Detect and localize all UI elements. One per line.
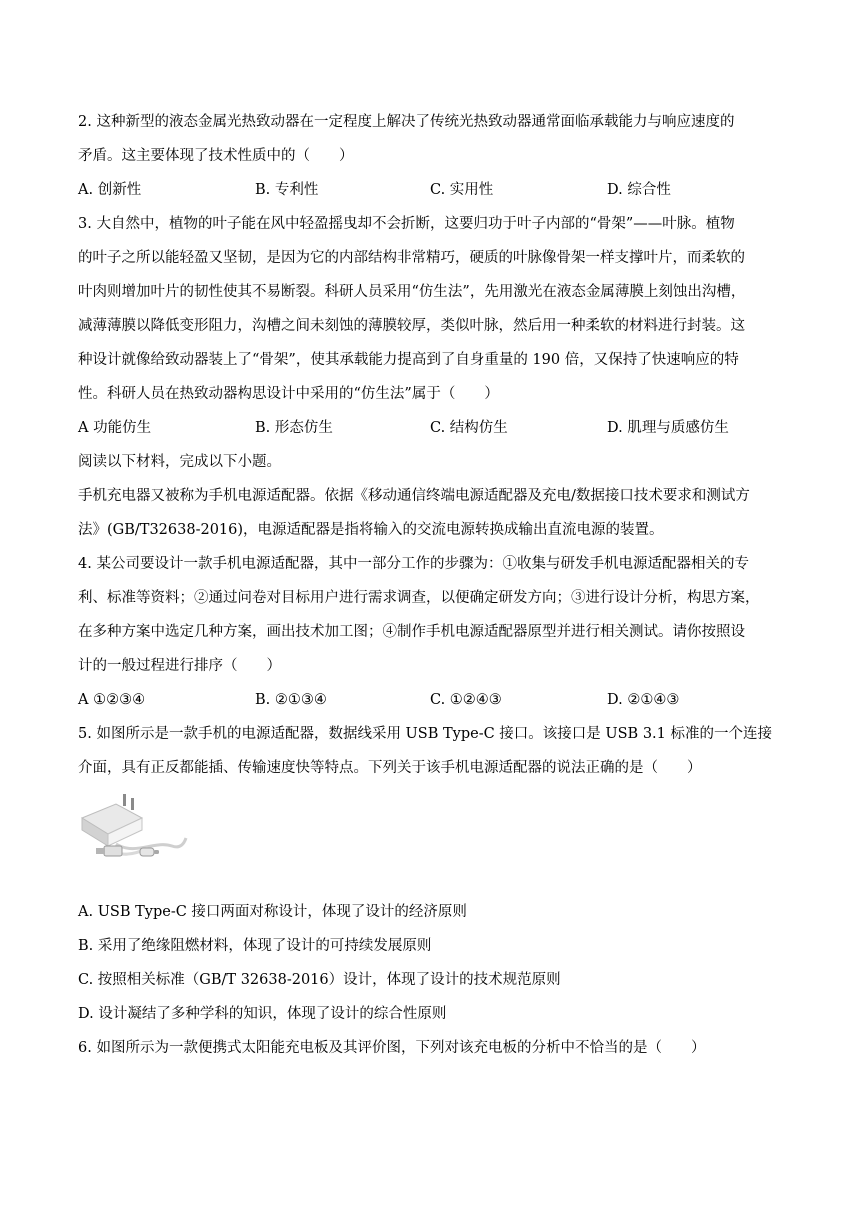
q6-stem-line-1: 6. 如图所示为一款便携式太阳能充电板及其评价图，下列对该充电板的分析中不恰当的是（ ）: [78, 1040, 706, 1056]
q4-option-b: B. ②①③④: [255, 692, 327, 708]
q2-stem-line-2: 矛盾。这主要体现了技术性质中的（ ）: [78, 148, 354, 164]
q3-stem-line-1: 3. 大自然中，植物的叶子能在风中轻盈摇曳却不会折断，这要归功于叶子内部的“骨架”——叶脉。植物: [78, 216, 735, 232]
q4-option-a: A ①②③④: [78, 692, 146, 708]
reading-intro: 阅读以下材料，完成以下小题。: [78, 454, 281, 470]
q4-stem-line-3: 在多种方案中选定几种方案，画出技术加工图；④制作手机电源适配器原型并进行相关测试。请你按照设: [78, 624, 745, 640]
q2-option-b: B. 专利性: [255, 182, 319, 198]
q4-stem-line-1: 4. 某公司要设计一款手机电源适配器，其中一部分工作的步骤为：①收集与研发手机电源适配器相关的专: [78, 556, 749, 572]
q2-stem-line-1: 2. 这种新型的液态金属光热致动器在一定程度上解决了传统光热致动器通常面临承载能力与响应速度的: [78, 114, 735, 130]
q3-stem-line-6: 性。科研人员在热致动器构思设计中采用的“仿生法”属于（ ）: [78, 386, 499, 402]
q3-stem-line-2: 的叶子之所以能轻盈又坚韧，是因为它的内部结构非常精巧，硬质的叶脉像骨架一样支撑叶片，而柔软的: [78, 250, 745, 266]
reading-line-1: 手机充电器又被称为手机电源适配器。依据《移动通信终端电源适配器及充电/数据接口技术要求和测试方: [78, 488, 750, 504]
q3-option-c: C. 结构仿生: [430, 420, 508, 436]
q5-option-a: A. USB Type-C 接口两面对称设计，体现了设计的经济原则: [78, 904, 467, 920]
q2-option-a: A. 创新性: [78, 182, 142, 198]
q5-option-b: B. 采用了绝缘阻燃材料，体现了设计的可持续发展原则: [78, 938, 432, 954]
q5-option-c: C. 按照相关标准（GB/T 32638-2016）设计，体现了设计的技术规范原则: [78, 972, 561, 988]
q5-option-d: D. 设计凝结了多种学科的知识，体现了设计的综合性原则: [78, 1006, 447, 1022]
q4-option-d: D. ②①④③: [607, 692, 680, 708]
q5-stem-line-2: 介面，具有正反都能插、传输速度快等特点。下列关于该手机电源适配器的说法正确的是（ ）: [78, 760, 702, 776]
q3-stem-line-5: 种设计就像给致动器装上了“骨架”，使其承载能力提高到了自身重量的 190 倍，又保持了快速响应的特: [78, 352, 739, 368]
q4-stem-line-4: 计的一般过程进行排序（ ）: [78, 658, 281, 674]
q3-option-d: D. 肌理与质感仿生: [607, 420, 729, 436]
reading-line-2: 法》(GB/T32638-2016)，电源适配器是指将输入的交流电源转换成输出直流电源的装置。: [78, 522, 664, 538]
q5-stem-line-1: 5. 如图所示是一款手机的电源适配器，数据线采用 USB Type-C 接口。该接口是 USB 3.1 标准的一个连接: [78, 726, 772, 742]
q3-stem-line-3: 叶肉则增加叶片的韧性使其不易断裂。科研人员采用“仿生法”，先用激光在液态金属薄膜上刻蚀出沟槽，: [78, 284, 746, 300]
q3-option-a: A 功能仿生: [78, 420, 152, 436]
q3-stem-line-4: 减薄薄膜以降低变形阻力，沟槽之间未刻蚀的薄膜较厚，类似叶脉，然后用一种柔软的材料进行封装。这: [78, 318, 745, 334]
q2-option-c: C. 实用性: [430, 182, 494, 198]
q2-option-d: D. 综合性: [607, 182, 671, 198]
q3-option-b: B. 形态仿生: [255, 420, 333, 436]
q4-stem-line-2: 利、标准等资料；②通过问卷对目标用户进行需求调查，以便确定研发方向；③进行设计分析，构思方案，: [78, 590, 760, 606]
power-adapter-image: [76, 788, 188, 860]
q4-option-c: C. ①②④③: [430, 692, 502, 708]
